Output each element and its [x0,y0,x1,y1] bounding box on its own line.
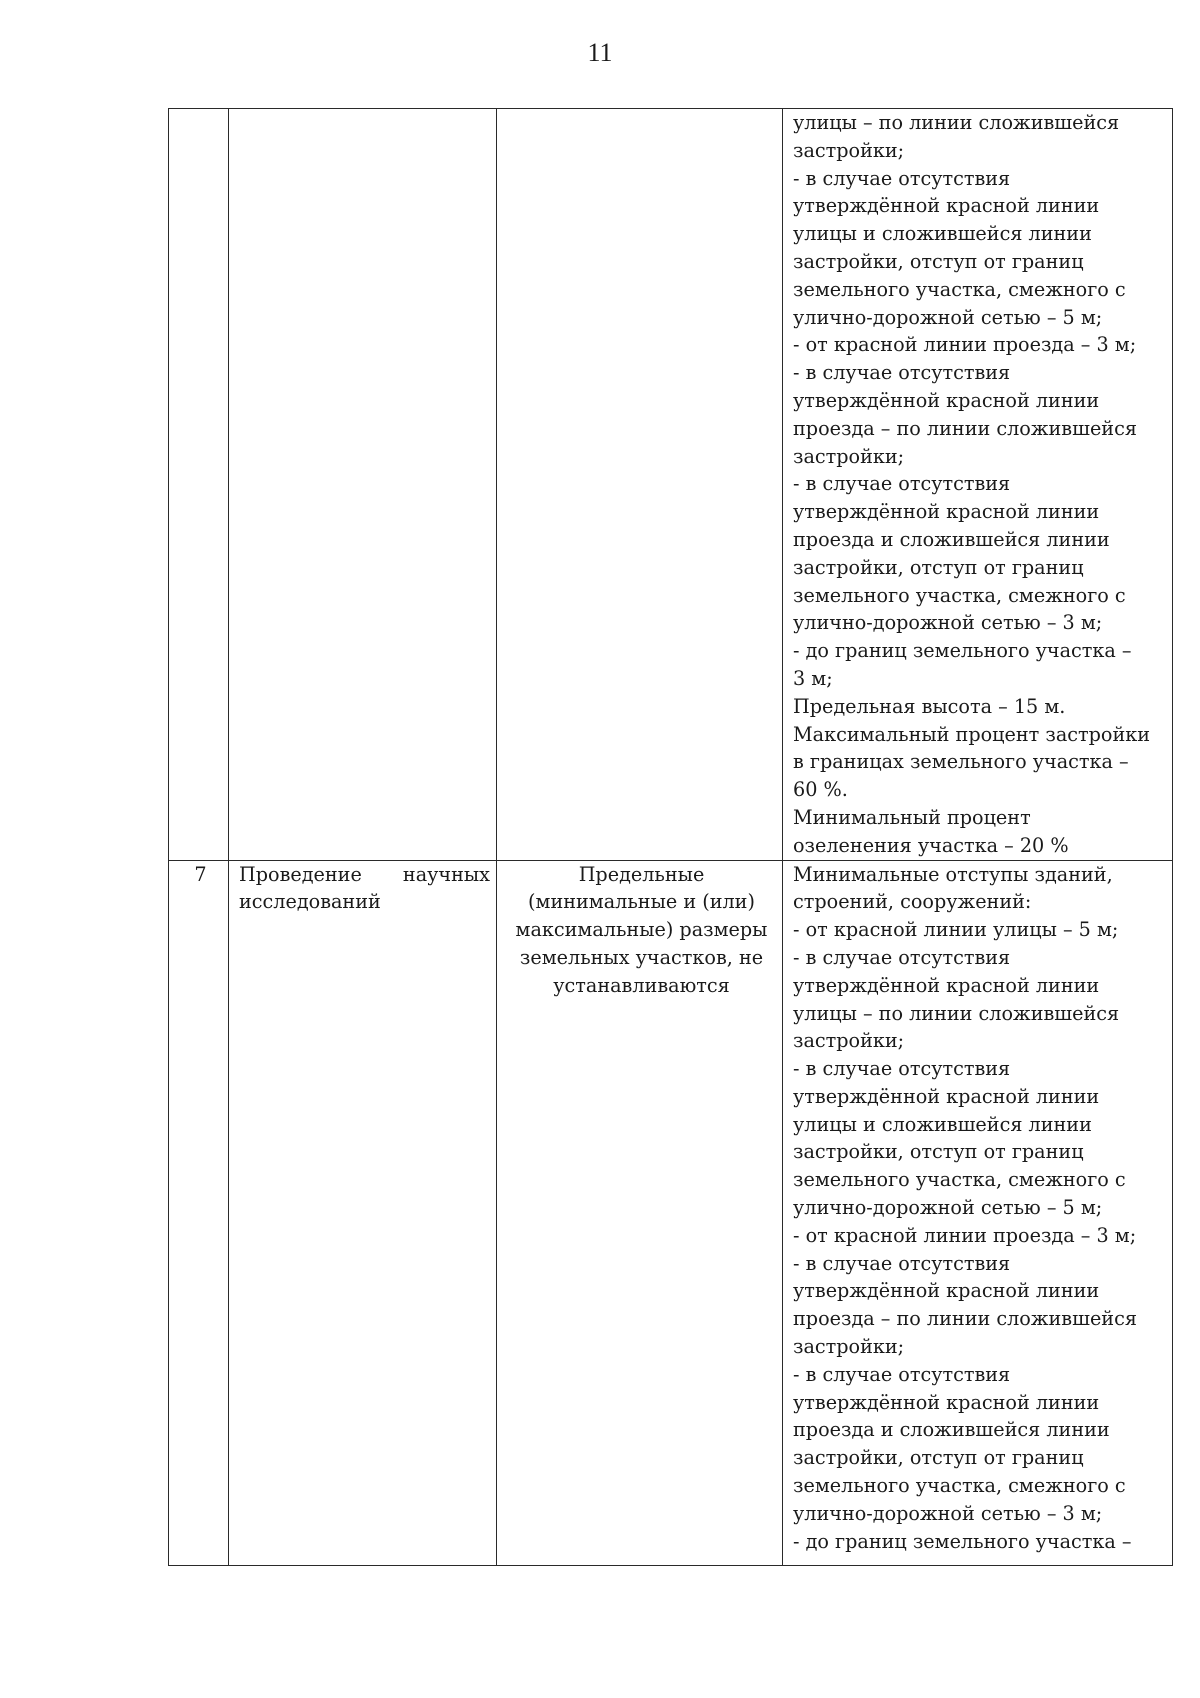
param-line: строений, сооружений: [793,890,1032,914]
param-line: утверждённой красной линии [793,1390,1100,1414]
param-line: утверждённой красной линии [793,1084,1100,1108]
param-line: утверждённой красной линии [793,388,1100,412]
param-line: застройки, отступ от границ [793,555,1084,579]
param-line: Минимальный процент [793,805,1031,829]
param-line: 3 м; [793,666,833,690]
row-number-cell [169,109,229,861]
param-line: улично-дорожной сетью – 5 м; [793,1196,1103,1220]
param-line: застройки, отступ от границ [793,249,1084,273]
param-line: в границах земельного участка – [793,750,1129,774]
param-line: земельного участка, смежного с [793,277,1126,301]
param-line: застройки, отступ от границ [793,1140,1084,1164]
param-line: проезда – по линии сложившейся [793,416,1137,440]
param-line: утверждённой красной линии [793,1279,1100,1303]
permitted-use-cell [229,109,497,861]
building-params-cell [783,109,1173,861]
param-line: проезда – по линии сложившейся [793,1307,1137,1331]
param-line: - от красной линии проезда – 3 м; [793,1223,1137,1247]
param-line: улицы – по линии сложившейся [793,1001,1120,1025]
param-line: утверждённой красной линии [793,500,1100,524]
plot-sizes-cell: Предельные (минимальные и (или) максимальные) размеры земельных участков, не устанавливаются [497,860,783,1565]
table-row-7 [169,860,1173,1565]
param-line: утверждённой красной линии [793,973,1100,997]
param-line: земельного участка, смежного с [793,583,1126,607]
param-line: - в случае отсутствия [793,945,1011,969]
regulations-table [168,108,1173,1566]
building-params-cell [783,860,1173,1565]
param-line: - в случае отсутствия [793,361,1011,385]
param-line: - в случае отсутствия [793,166,1011,190]
param-line: - в случае отсутствия [793,472,1011,496]
page-number: 11 [587,38,613,67]
param-line: - в случае отсутствия [793,1362,1011,1386]
param-line: утверждённой красной линии [793,194,1100,218]
param-line: - от красной линии улицы – 5 м; [793,918,1119,942]
param-line: - в случае отсутствия [793,1057,1011,1081]
param-line: застройки; [793,444,905,468]
param-line: застройки, отступ от границ [793,1446,1084,1470]
param-line: улицы и сложившейся линии [793,222,1092,246]
param-line: Максимальный процент застройки [793,722,1151,746]
param-line: улицы – по линии сложившейся [793,111,1120,134]
table-row-continued [169,109,1173,861]
param-line: - от красной линии проезда – 3 м; [793,333,1137,357]
param-line: озеленения участка – 20 % [793,833,1069,857]
param-line: улицы и сложившейся линии [793,1112,1092,1136]
permitted-use-cell [229,860,497,1565]
param-line: - до границ земельного участка – [793,1529,1132,1553]
param-line: Предельная высота – 15 м. [793,694,1066,718]
param-line: земельного участка, смежного с [793,1168,1126,1192]
param-line: застройки; [793,1029,905,1053]
param-line: улично-дорожной сетью – 5 м; [793,305,1103,329]
param-line: - в случае отсутствия [793,1251,1011,1275]
param-line: - до границ земельного участка – [793,639,1132,663]
plot-sizes-cell [497,109,783,861]
param-line: улично-дорожной сетью – 3 м; [793,1501,1103,1525]
param-line: земельного участка, смежного с [793,1474,1126,1498]
param-line: Минимальные отступы зданий, [793,862,1113,886]
param-line: застройки; [793,1335,905,1359]
row-number-cell: 7 [169,860,229,1565]
param-line: улично-дорожной сетью – 3 м; [793,611,1103,635]
param-line: 60 %. [793,778,848,802]
permitted-use-name-line1: Проведение научных [239,862,490,886]
param-line: проезда и сложившейся линии [793,1418,1110,1442]
permitted-use-name-line2: исследований [239,890,381,914]
param-line: застройки; [793,138,905,162]
param-line: проезда и сложившейся линии [793,527,1110,551]
